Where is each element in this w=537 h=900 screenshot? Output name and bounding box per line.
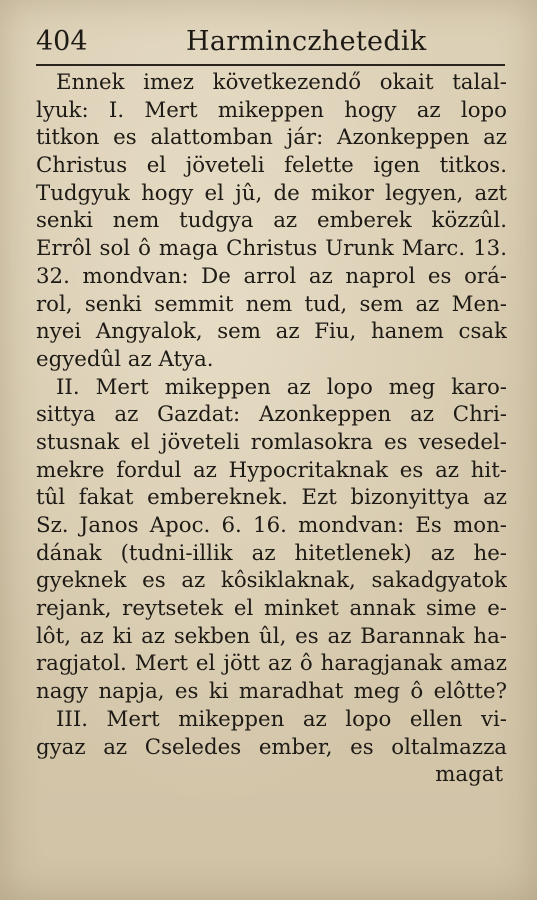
text-line: egyedûl az Atya.: [36, 346, 214, 372]
text-line: mekre fordul az Hypocritaknak es az hit-: [36, 457, 507, 483]
running-head-title: Harminczhetedik: [186, 26, 427, 57]
catchword: magat: [435, 762, 503, 788]
text-line: sittya az Gazdat: Azonkeppen az Chri-: [36, 402, 507, 428]
text-line: ragjatol. Mert el jött az ô haragjanak amaz: [36, 651, 507, 677]
running-head: [36, 20, 507, 64]
text-line: Christus el jöveteli felette igen titkos.: [36, 153, 507, 179]
text-line: 32. mondvan: De arrol az naprol es orá-: [36, 263, 507, 289]
text-line: lyuk: I. Mert mikeppen hogy az lopo: [36, 97, 507, 123]
body-text: [36, 69, 507, 761]
text-line: nyei Angyalok, sem az Fiu, hanem csak: [36, 319, 507, 345]
text-line: Errôl sol ô maga Christus Urunk Marc. 13.: [36, 236, 507, 262]
text-line: rol, senki semmit nem tud, sem az Men-: [36, 291, 507, 317]
page-number: 404: [36, 26, 88, 57]
text-line: rejank, reytsetek el minket annak sime e-: [36, 596, 507, 622]
text-line: Ennek imez következendő okait talal-: [56, 70, 507, 95]
text-line: dának (tudni-illik az hitetlenek) az he-: [36, 540, 507, 566]
text-line: titkon es alattomban jár: Azonkeppen az: [36, 125, 507, 151]
text-line: Tudgyuk hogy el jû, de mikor legyen, azt: [36, 180, 507, 206]
text-line: senki nem tudgya az emberek közzûl.: [36, 208, 507, 234]
text-line: Sz. Janos Apoc. 6. 16. mondvan: Es mon-: [36, 513, 507, 538]
text-line: gyaz az Cseledes ember, es oltalmazza: [36, 734, 507, 760]
text-line: III. Mert mikeppen az lopo ellen vi-: [56, 706, 507, 732]
text-line: lôt, az ki az sekben ûl, es az Barannak ha-: [36, 623, 507, 649]
header-rule: [36, 64, 505, 66]
text-line: gyeknek es az kôsiklaknak, sakadgyatok: [36, 568, 507, 594]
text-line: tûl fakat embereknek. Ezt bizonyittya az: [36, 485, 507, 511]
text-line: nagy napja, es ki maradhat meg ô elôtte?: [36, 679, 507, 705]
text-line: stusnak el jöveteli romlasokra es vesedel-: [36, 429, 507, 455]
text-line: II. Mert mikeppen az lopo meg karo-: [56, 374, 507, 400]
